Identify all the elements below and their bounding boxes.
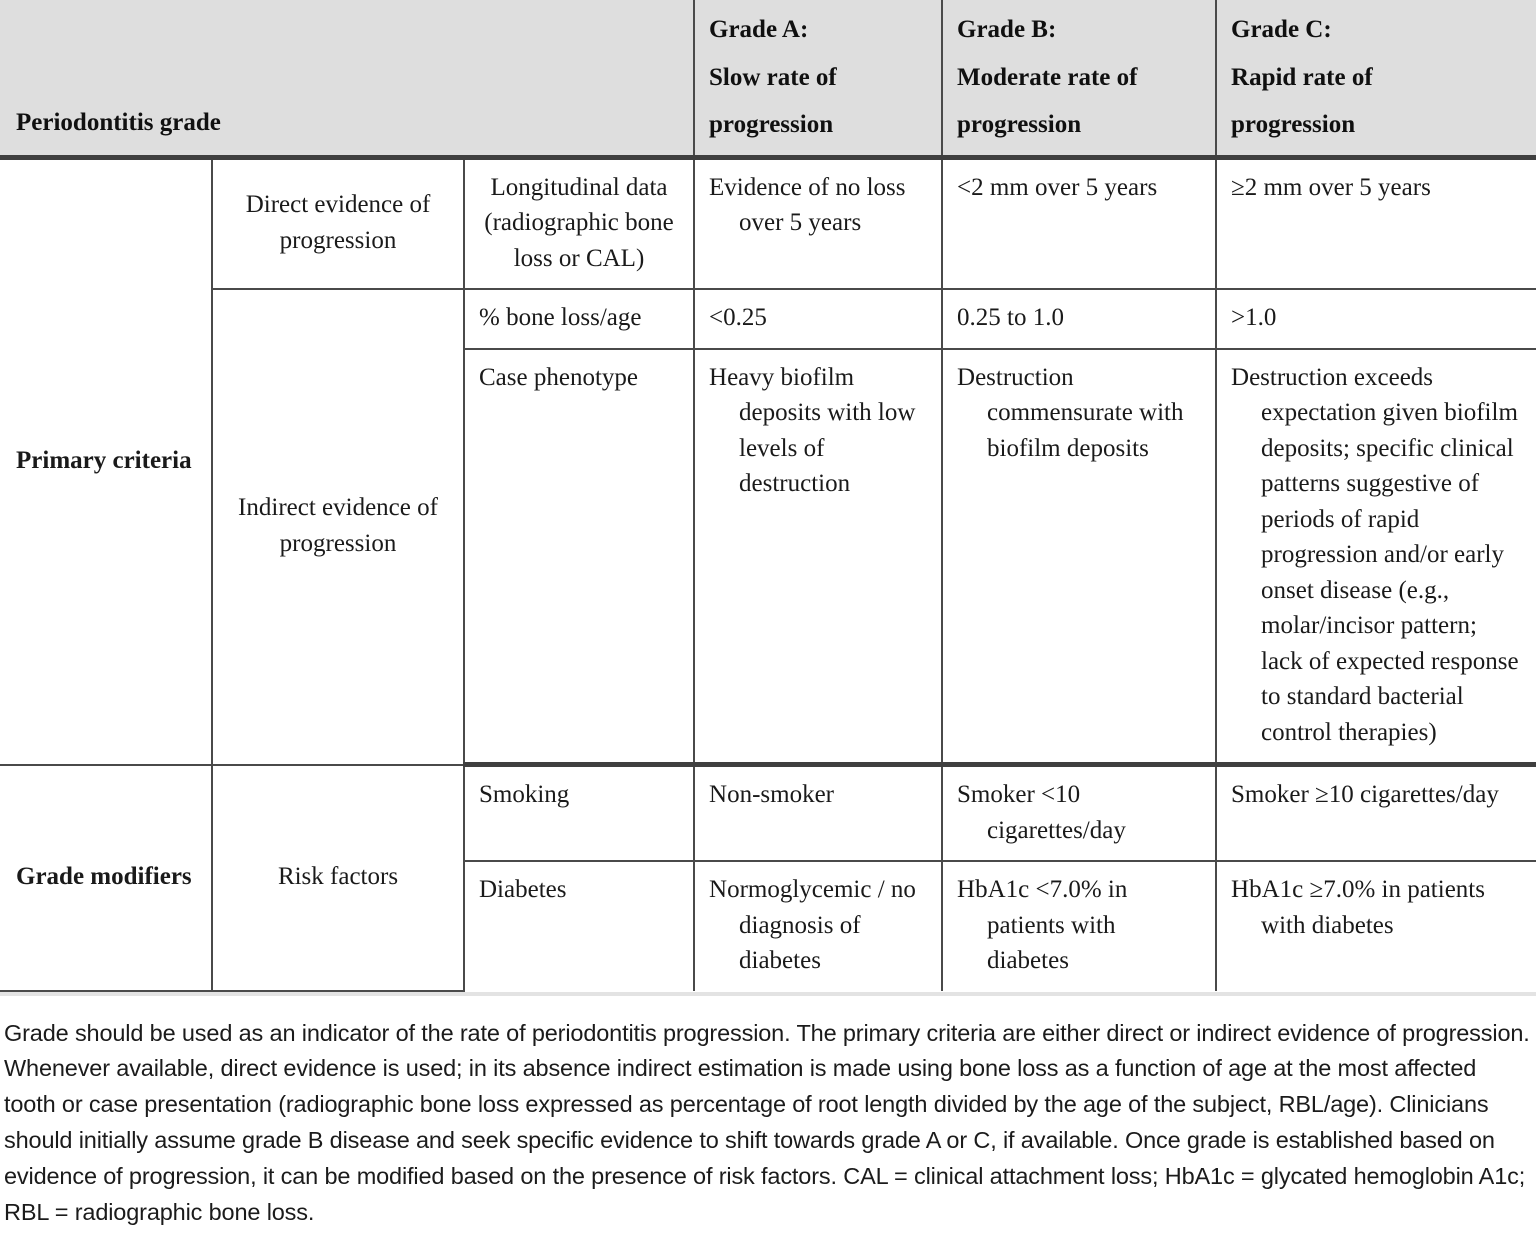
header-grade-b-title: Grade B:	[957, 12, 1201, 48]
header-grade-c	[1216, 0, 1536, 157]
table-header	[0, 0, 1536, 157]
header-grade-b	[942, 0, 1216, 157]
header-grade-a-sub-line-1: Slow rate of	[709, 60, 927, 96]
cell-case-phenotype-grade-b	[942, 349, 1216, 765]
cell-text: HbA1c <7.0% in patients with diabetes	[957, 872, 1201, 979]
cell-text: Normoglycemic / no diagnosis of diabetes	[709, 872, 927, 979]
cell-bone-loss-age-grade-b	[942, 289, 1216, 349]
table-row	[0, 157, 1536, 289]
cell-text: >1.0	[1231, 300, 1522, 336]
cell-diabetes-grade-b	[942, 861, 1216, 991]
header-periodontitis-grade: Periodontitis grade	[0, 0, 694, 157]
cell-text: Destruction commensurate with biofilm deposits	[957, 360, 1201, 467]
cell-text: Destruction exceeds expectation given biofilm deposits; specific clinical patterns suggestive of periods of rapid progression and/or early onset disease (e.g., molar/incisor pattern; lack of expected response to standard bacterial control therapies)	[1231, 360, 1522, 751]
cell-case-phenotype-grade-a	[694, 349, 942, 765]
cell-text: <0.25	[709, 300, 927, 336]
header-grade-a-sub-line-2: progression	[709, 107, 927, 143]
header-grade-c-title: Grade C:	[1231, 12, 1522, 48]
header-grade-b-sub-line-1: Moderate rate of	[957, 60, 1201, 96]
cell-text: HbA1c ≥7.0% in patients with diabetes	[1231, 872, 1522, 943]
header-grade-c-sub-line-1: Rapid rate of	[1231, 60, 1522, 96]
cell-text: Smoker <10 cigarettes/day	[957, 777, 1201, 848]
criteria-risk-factors: Risk factors	[212, 765, 464, 991]
cell-diabetes-grade-a	[694, 861, 942, 991]
criteria-indirect-evidence: Indirect evidence of progression	[212, 289, 464, 765]
table-row	[0, 289, 1536, 349]
cell-text: Smoker ≥10 cigarettes/day	[1231, 777, 1522, 813]
cell-text: Heavy biofilm deposits with low levels of destruction	[709, 360, 927, 502]
subcriterion-case-phenotype: Case phenotype	[464, 349, 694, 765]
subcriterion-smoking: Smoking	[464, 765, 694, 862]
criteria-direct-evidence: Direct evidence of progression	[212, 157, 464, 289]
table-row	[0, 765, 1536, 862]
subcriterion-diabetes: Diabetes	[464, 861, 694, 991]
cell-bone-loss-age-grade-a	[694, 289, 942, 349]
header-grade-a	[694, 0, 942, 157]
cell-smoking-grade-c	[1216, 765, 1536, 862]
cell-direct-evidence-grade-a	[694, 157, 942, 289]
cell-diabetes-grade-c	[1216, 861, 1536, 991]
cell-smoking-grade-b	[942, 765, 1216, 862]
cell-text: Non-smoker	[709, 777, 927, 813]
rowgroup-grade-modifiers: Grade modifiers	[0, 765, 212, 991]
table-body	[0, 157, 1536, 991]
header-grade-b-sub-line-2: progression	[957, 107, 1201, 143]
cell-bone-loss-age-grade-c	[1216, 289, 1536, 349]
cell-text: Evidence of no loss over 5 years	[709, 170, 927, 241]
cell-direct-evidence-grade-c	[1216, 157, 1536, 289]
header-grade-a-title: Grade A:	[709, 12, 927, 48]
cell-case-phenotype-grade-c	[1216, 349, 1536, 765]
subcriterion-longitudinal-data: Longitudinal data (radiographic bone loss or CAL)	[464, 157, 694, 289]
table-footnote: Grade should be used as an indicator of the rate of periodontitis progression. The primary criteria are either direct or indirect evidence of progression. Whenever available, direct evidence is used; in its absence indirect estimation is made using bone loss as a function of age at the most affected tooth or case presentation (radiographic bone loss expressed as percentage of root length divided by the age of the subject, RBL/age). Clinicians should initially assume grade B disease and seek specific evidence to shift towards grade A or C, if available. Once grade is established based on evidence of progression, it can be modified based on the presence of risk factors. CAL = clinical attachment loss; HbA1c = glycated hemoglobin A1c; RBL = radiographic bone loss.	[0, 996, 1536, 1241]
cell-smoking-grade-a	[694, 765, 942, 862]
header-grade-c-sub-line-2: progression	[1231, 107, 1522, 143]
cell-direct-evidence-grade-b	[942, 157, 1216, 289]
cell-text: ≥2 mm over 5 years	[1231, 170, 1522, 206]
cell-text: <2 mm over 5 years	[957, 170, 1201, 206]
rowgroup-primary-criteria: Primary criteria	[0, 157, 212, 765]
subcriterion-percent-bone-loss-age: % bone loss/age	[464, 289, 694, 349]
cell-text: 0.25 to 1.0	[957, 300, 1201, 336]
header-row	[0, 0, 1536, 157]
